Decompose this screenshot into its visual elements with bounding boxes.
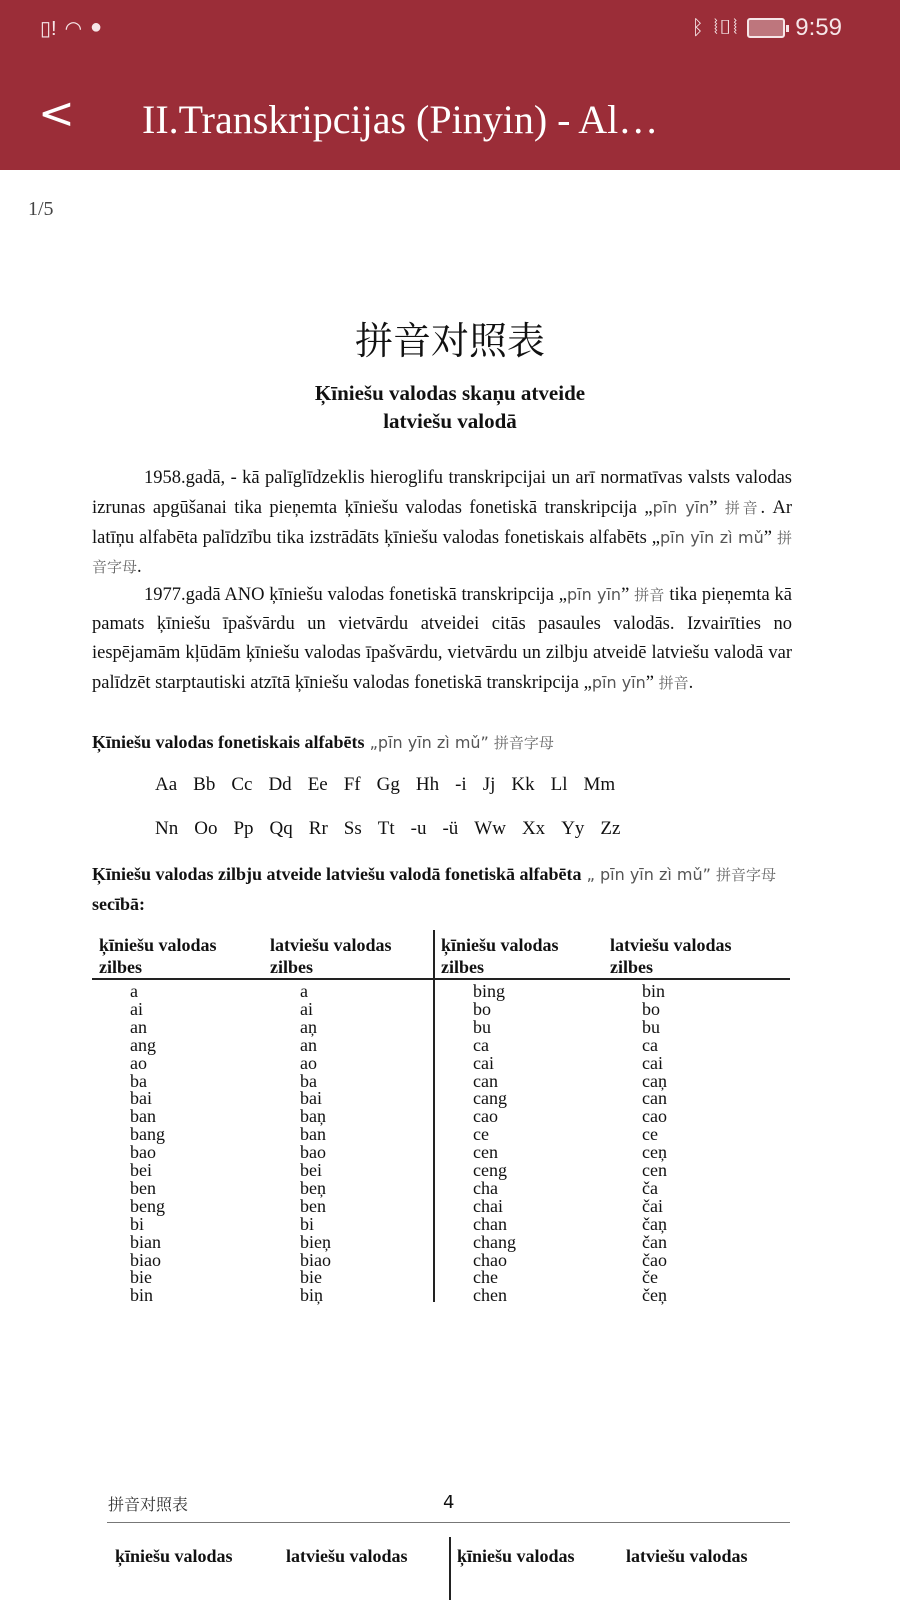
table-cell: čao xyxy=(642,1249,667,1270)
table-cell: bie xyxy=(130,1267,152,1288)
chinese-text: 拼音字母 xyxy=(716,866,777,884)
column-header: ķīniešu valodas xyxy=(457,1546,575,1566)
document-subtitle-2: latviešu valodā xyxy=(383,409,517,433)
text: . Ar latīņu alfabēta palīdzību tika izstrādāts ķīniešu valodas fonetiskais alfabēts „ xyxy=(92,498,792,548)
chinese-text: 拼音字母 xyxy=(493,734,554,752)
table-cell: bian xyxy=(130,1231,161,1252)
bluetooth-icon: ᛒ xyxy=(691,16,704,39)
column-header: ķīniešu valodas zilbes xyxy=(99,935,217,977)
table-cell: bai xyxy=(300,1088,322,1109)
table-cell: bai xyxy=(130,1088,152,1109)
alphabet-letter: Kk xyxy=(511,774,535,795)
text: Ķīniešu valodas zilbju atveide latviešu valodā fonetiskā alfabēta xyxy=(92,864,582,884)
table-cell: ba xyxy=(300,1070,317,1091)
pinyin: pīn yīn zì mǔ xyxy=(660,528,764,547)
column-header: ķīniešu valodas zilbes xyxy=(441,935,559,977)
footer-rule xyxy=(107,1522,790,1523)
pinyin: „pīn yīn zì mǔ” xyxy=(364,733,494,752)
table-cell: bei xyxy=(130,1160,152,1180)
column-header: ķīniešu valodas xyxy=(115,1546,233,1566)
chinese-text: 拼音 xyxy=(634,586,665,604)
table-cell: ca xyxy=(642,1034,658,1055)
table-cell: aņ xyxy=(300,1016,317,1037)
table-cell: ce xyxy=(642,1124,658,1145)
table-cell: cai xyxy=(642,1052,663,1073)
clock: 9:59 xyxy=(795,14,842,41)
alphabet-letter: Ll xyxy=(550,774,568,795)
text: ” xyxy=(621,585,635,605)
alphabet-letter: Bb xyxy=(193,774,216,795)
table-cell: can xyxy=(473,1070,498,1091)
column-divider xyxy=(433,930,435,1302)
alphabet-letter: Ff xyxy=(343,774,361,795)
text: ” xyxy=(763,528,777,548)
vibrate-icon: ⦚▯⦚ xyxy=(713,16,738,39)
table-cell: ai xyxy=(130,998,143,1019)
table-cell: bo xyxy=(473,998,491,1019)
column-header: latviešu valodas xyxy=(626,1546,748,1566)
table-cell: cang xyxy=(473,1088,507,1109)
table-cell: bang xyxy=(130,1124,165,1145)
alphabet-letter: Nn xyxy=(155,818,179,839)
page-number: 4 xyxy=(443,1492,455,1513)
table-rule xyxy=(92,978,790,980)
table-cell: ceng xyxy=(473,1160,507,1180)
text: ” xyxy=(709,498,725,518)
status-bar xyxy=(0,0,900,60)
table-cell: can xyxy=(642,1088,667,1109)
alphabet-letter: Hh xyxy=(415,774,440,795)
table-cell: ao xyxy=(300,1052,317,1073)
table-cell: čai xyxy=(642,1195,663,1216)
table-cell: bao xyxy=(300,1142,326,1163)
table-cell: ča xyxy=(642,1177,658,1198)
table-cell: ai xyxy=(300,998,313,1019)
alphabet-letter: Qq xyxy=(269,818,293,839)
table-cell: chang xyxy=(473,1231,516,1252)
table-cell: bieņ xyxy=(300,1231,331,1252)
pinyin: pīn yīn xyxy=(652,498,710,517)
table-cell: a xyxy=(300,981,308,1001)
column-header: latviešu valodas xyxy=(286,1546,408,1566)
table-cell: chen xyxy=(473,1285,507,1306)
document-title: 拼音对照表 xyxy=(354,319,545,363)
table-cell: čeņ xyxy=(642,1285,667,1306)
table-cell: chao xyxy=(473,1249,507,1270)
column-header: latviešu valodas zilbes xyxy=(610,935,732,977)
text: ” xyxy=(645,673,659,693)
table-cell: biao xyxy=(300,1249,331,1270)
alphabet-heading xyxy=(92,728,792,758)
table-cell: an xyxy=(300,1034,317,1055)
table-cell: ban xyxy=(300,1124,326,1145)
alphabet-letter: -i xyxy=(455,774,467,795)
column-header: latviešu valodas zilbes xyxy=(270,935,392,977)
table-cell: bu xyxy=(642,1016,660,1037)
table-cell: cai xyxy=(473,1052,494,1073)
table-cell: bing xyxy=(473,981,506,1001)
alphabet-letter: Oo xyxy=(194,818,218,839)
table-cell: bie xyxy=(300,1267,322,1288)
table-cell: ca xyxy=(473,1034,489,1055)
column-divider xyxy=(449,1537,451,1600)
text: 1958.gadā, - kā palīglīdzeklis hieroglifu transkripcijai un arī normatīvas valsts valodas izrunas apgūšanai tika pieņemta ķīniešu valodas fonetiskā transkripcija „ xyxy=(92,468,792,518)
table-cell: ce xyxy=(473,1124,489,1145)
text: . xyxy=(688,673,694,693)
alphabet-letter: Ee xyxy=(307,774,328,795)
table-cell: biao xyxy=(130,1249,161,1270)
battery-charging-icon xyxy=(747,18,785,38)
alphabet-letter: Rr xyxy=(308,818,328,839)
alphabet-letter: Xx xyxy=(521,818,546,839)
table-cell: ben xyxy=(300,1195,326,1216)
table-cell: ben xyxy=(130,1177,156,1198)
table-cell: bi xyxy=(130,1213,145,1234)
pinyin: pīn yīn xyxy=(591,673,646,692)
text: 1977.gadā ANO ķīniešu valodas fonetiskā transkripcija „ xyxy=(144,585,567,605)
text: secībā: xyxy=(92,894,145,914)
pinyin: pīn yīn xyxy=(566,585,622,604)
table-cell: chai xyxy=(473,1195,503,1216)
table-cell: baņ xyxy=(300,1106,326,1127)
alphabet-letter: -ü xyxy=(442,818,459,839)
table-cell: a xyxy=(130,981,138,1001)
table-cell: ang xyxy=(130,1034,156,1055)
chinese-text: 拼音字母 xyxy=(92,529,792,576)
wifi-icon: ◠ xyxy=(64,18,83,40)
table-cell: cao xyxy=(473,1106,498,1127)
table-cell: cen xyxy=(642,1160,667,1180)
paragraph-1 xyxy=(92,464,792,582)
table-cell: bao xyxy=(130,1142,156,1163)
syllable-heading xyxy=(92,860,792,919)
table-cell: če xyxy=(642,1267,658,1288)
table-cell: cen xyxy=(473,1142,498,1163)
alphabet-letter: Gg xyxy=(376,774,400,795)
alphabet-letter: Ww xyxy=(474,818,506,839)
text: Ķīniešu valodas fonetiskais alfabēts xyxy=(92,732,365,752)
table-cell: bo xyxy=(642,998,660,1019)
sim-alert-icon: ▯! xyxy=(40,18,57,40)
pinyin: „ pīn yīn zì mǔ” xyxy=(581,865,717,884)
table-cell: beņ xyxy=(300,1177,326,1198)
table-cell: čaņ xyxy=(642,1213,667,1234)
table-cell: bei xyxy=(300,1160,322,1180)
document-subtitle: Ķīniešu valodas skaņu atveide xyxy=(314,381,586,405)
table-cell: cha xyxy=(473,1177,498,1198)
alphabet-letter: Jj xyxy=(482,774,496,795)
alphabet-letter: Aa xyxy=(155,774,178,795)
table-cell: biņ xyxy=(300,1285,324,1306)
table-cell: cao xyxy=(642,1106,667,1127)
table-cell: che xyxy=(473,1267,498,1288)
paragraph-2 xyxy=(92,580,792,698)
wechat-icon: ● xyxy=(90,16,103,38)
table-cell: ba xyxy=(130,1070,147,1091)
page-title: II.Transkripcijas (Pinyin) - Al… xyxy=(142,97,659,142)
text: tika pieņemta kā pamats ķīniešu īpašvārdu un vietvārdu atveidei citās pasaules valodās. Izvairīties no iespējamām kļūdām ķīniešu valodas īpašvārdu, vietvārdu un zilbju atveidē latviešu valodā var palīdzēt starptautiski atzītā ķīniešu valodas fonetiskā transkripcija „ xyxy=(92,585,793,693)
table-cell: chan xyxy=(473,1213,507,1234)
chinese-text: 拼音 xyxy=(724,499,761,517)
running-title: 拼音对照表 xyxy=(108,1495,189,1514)
alphabet-letter: Mm xyxy=(583,774,616,795)
table-cell: bu xyxy=(473,1016,491,1037)
page-indicator: 1/5 xyxy=(28,198,54,220)
alphabet-letter: Cc xyxy=(231,774,253,795)
alphabet-row xyxy=(155,818,636,840)
alphabet-letter: Dd xyxy=(268,774,292,795)
chevron-left-icon[interactable]: < xyxy=(38,88,75,139)
table-cell: ao xyxy=(130,1052,147,1073)
table-cell: beng xyxy=(130,1195,165,1216)
text: . xyxy=(137,557,142,577)
alphabet-letter: -u xyxy=(410,818,427,839)
alphabet-letter: Tt xyxy=(377,818,395,839)
alphabet-letter: Pp xyxy=(233,818,254,839)
table-cell: ban xyxy=(130,1106,156,1127)
alphabet-row xyxy=(155,774,631,796)
alphabet-letter: Yy xyxy=(561,818,585,839)
alphabet-letter: Ss xyxy=(343,818,362,839)
table-cell: bi xyxy=(300,1213,315,1234)
chinese-text: 拼音 xyxy=(658,674,689,692)
table-cell: čan xyxy=(642,1231,667,1252)
table-cell: bin xyxy=(642,981,666,1001)
app-bar xyxy=(0,60,900,170)
table-cell: caņ xyxy=(642,1070,667,1091)
table-cell: an xyxy=(130,1016,147,1037)
table-cell: ceņ xyxy=(642,1142,667,1163)
alphabet-letter: Zz xyxy=(600,818,621,839)
table-cell: bin xyxy=(130,1285,154,1306)
